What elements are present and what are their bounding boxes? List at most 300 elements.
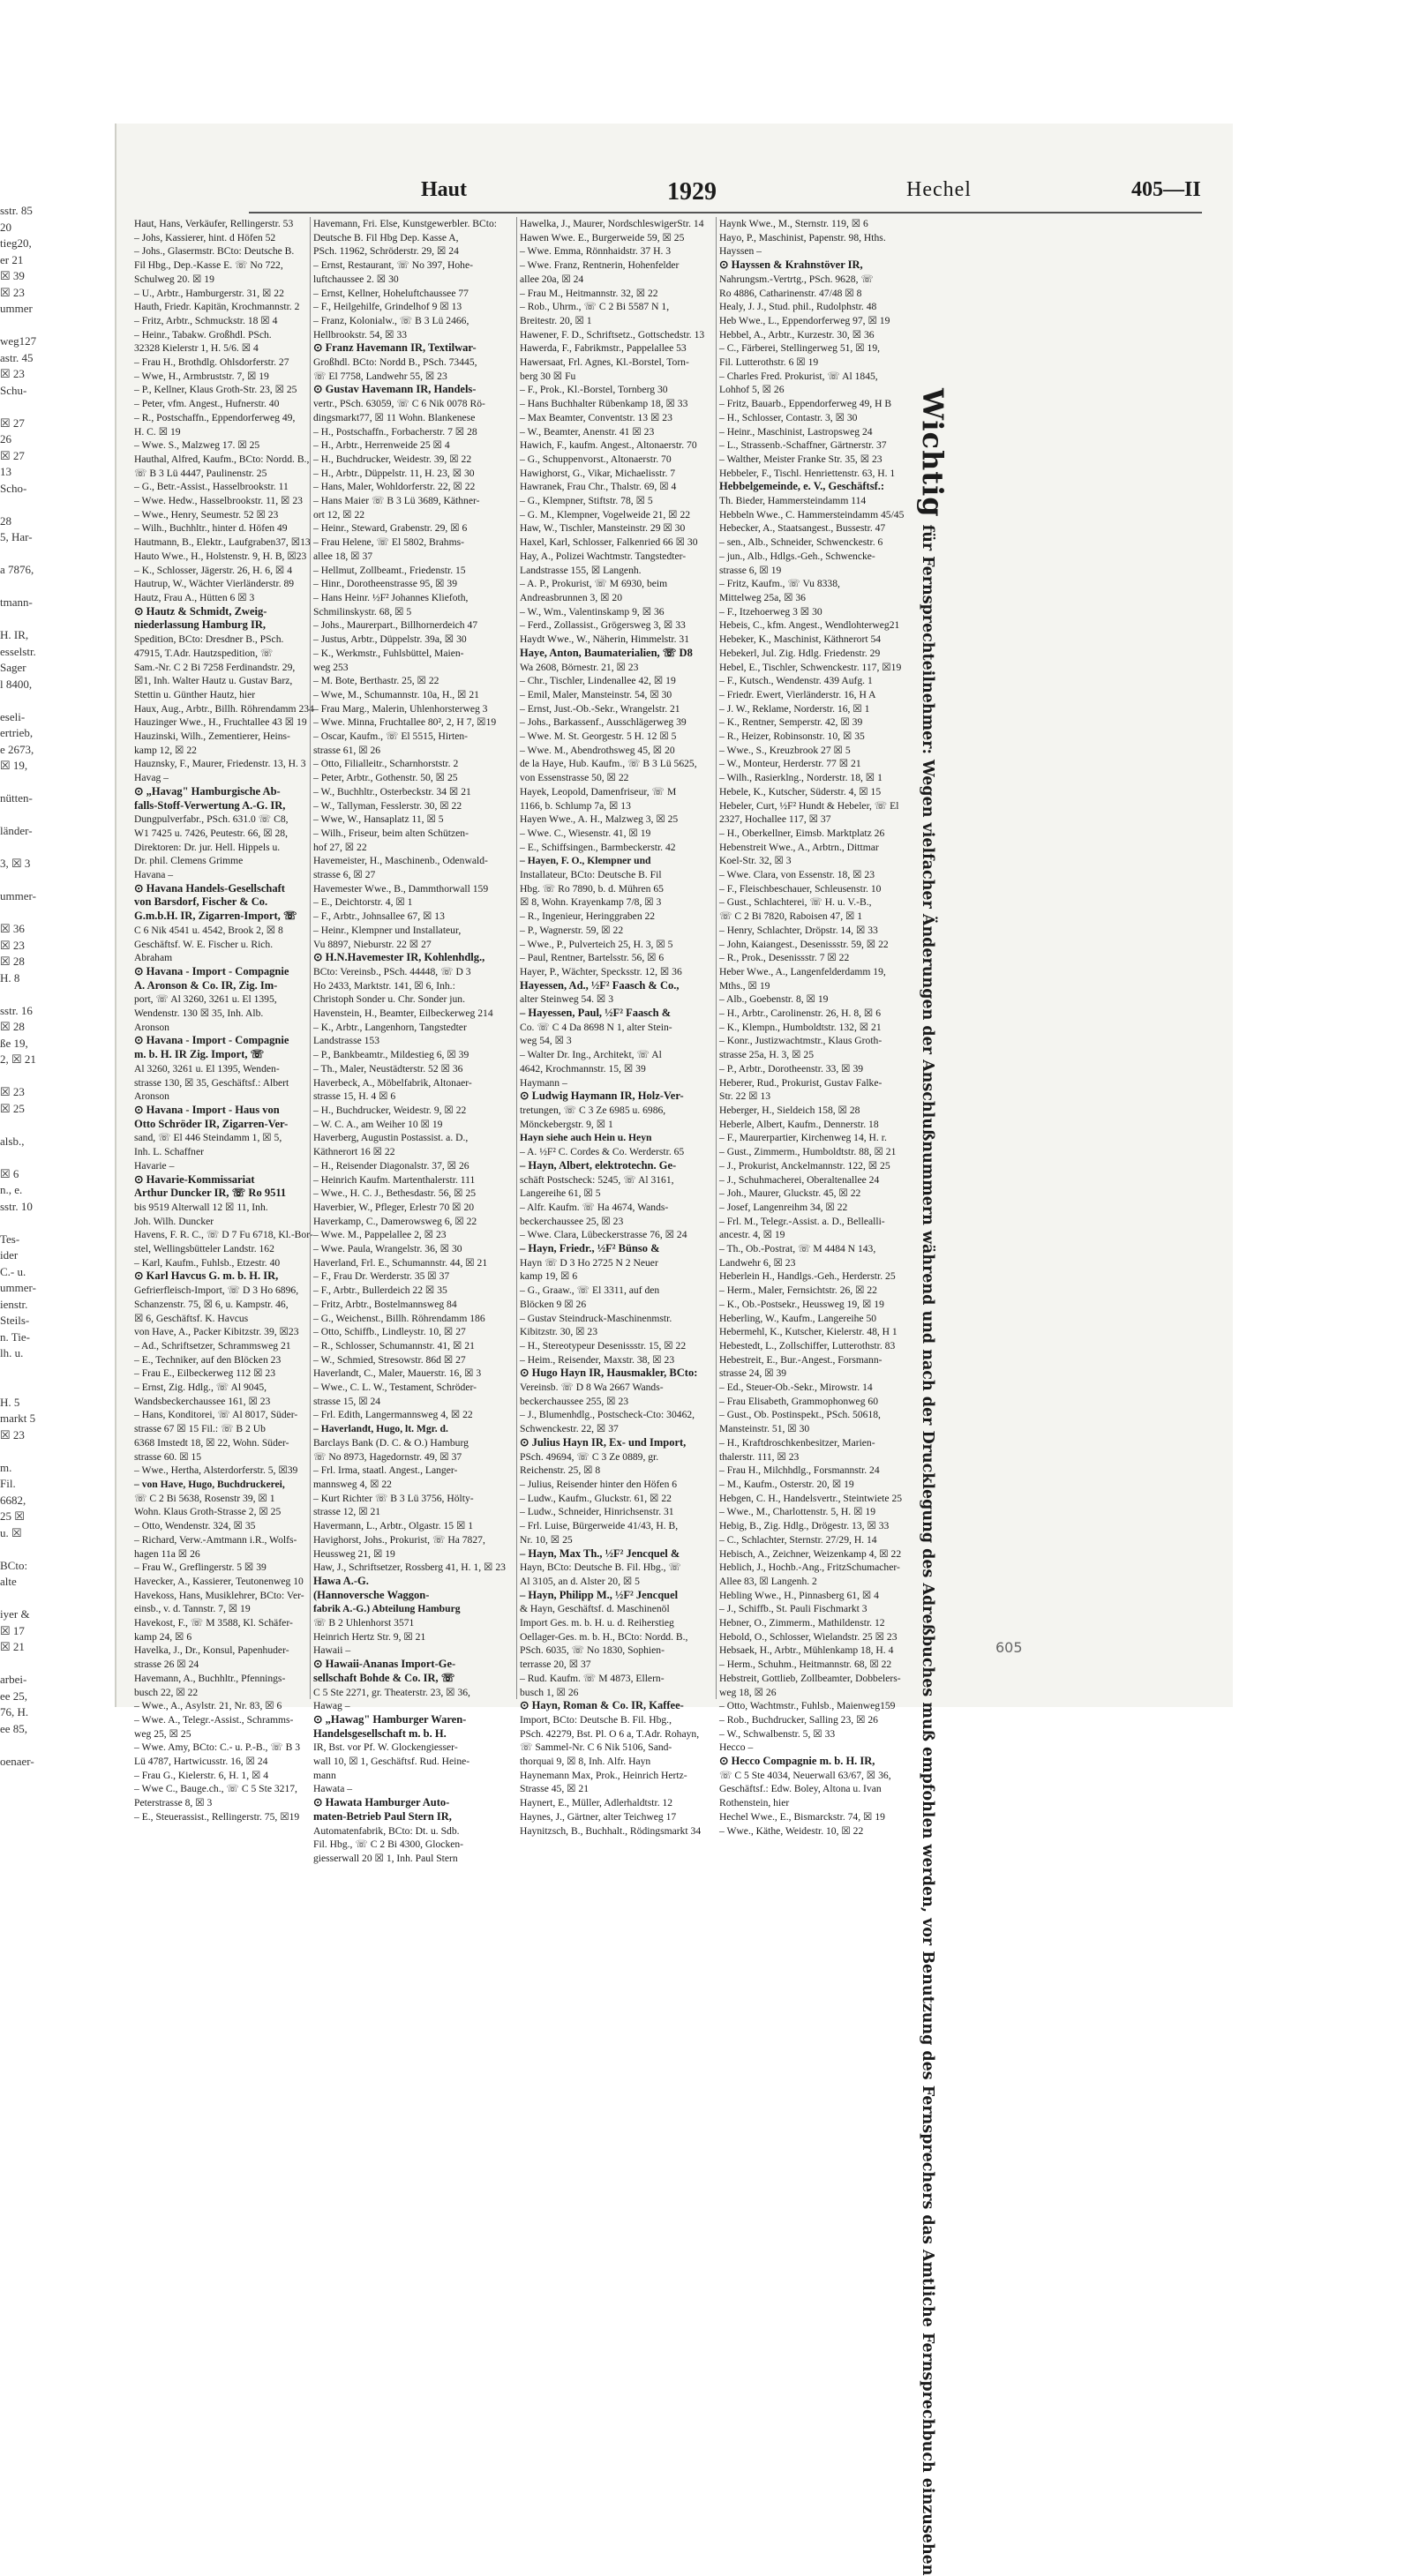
- adjacent-page-fragment: [0, 203, 37, 1768]
- directory-entry: – L., Strassenb.-Schaffner, Gärtnerstr. 37: [719, 439, 887, 452]
- directory-entry: Heblich, J., Hochb.-Ang., FritzSchumacher-: [719, 1561, 900, 1574]
- directory-entry: Spedition, BCto: Dresdner B., PSch.: [134, 633, 284, 646]
- directory-entry: – K., Klempn., Humboldtstr. 132, ☒ 21: [719, 1021, 882, 1033]
- directory-entry: – W., Buchhltr., Osterbeckstr. 34 ☒ 21: [313, 785, 471, 798]
- directory-entry: – F., Heilgehilfe, Grindelhof 9 ☒ 13: [313, 301, 462, 313]
- directory-entry: – Karl, Kaufm., Fuhlsb., Etzestr. 40: [134, 1256, 281, 1269]
- column-divider: [310, 217, 311, 1699]
- directory-entry: Havelka, J., Dr., Konsul, Papenhuder-: [134, 1644, 289, 1657]
- directory-entry: Heb Wwe., L., Eppendorferweg 97, ☒ 19: [719, 314, 890, 326]
- margin-text-line: sstr. 16: [0, 1003, 33, 1017]
- directory-entry: Haydt Wwe., W., Näherin, Himmelstr. 31: [520, 633, 690, 646]
- directory-entry: ☏ C 2 Bi 7820, Raboisen 47, ☒ 1: [719, 910, 863, 923]
- directory-entry: Hayen Wwe., A. H., Malzweg 3, ☒ 25: [520, 813, 679, 826]
- directory-entry: – P., Wagnerstr. 59, ☒ 22: [520, 924, 624, 936]
- directory-entry: – Alfr. Kaufm. ☏ Ha 4674, Wands-: [520, 1201, 669, 1213]
- directory-entry: allee 20a, ☒ 24: [520, 273, 584, 285]
- directory-entry: ⊙ Hawaii-Ananas Import-Ge-: [313, 1658, 456, 1671]
- directory-entry: ⊙ Hayssen & Krahnstöver IR,: [719, 258, 863, 272]
- directory-entry: Installateur, BCto: Deutsche B. Fil: [520, 869, 662, 881]
- directory-entry: – J., Schiffb., St. Pauli Fischmarkt 3: [719, 1603, 867, 1615]
- directory-entry: strasse 15, ☒ 24: [313, 1395, 381, 1407]
- directory-entry: Reichenstr. 25, ☒ 8: [520, 1464, 601, 1477]
- directory-entry: Import, BCto: Deutsche B. Fil. Hbg.,: [520, 1713, 672, 1726]
- directory-entry: Haw, J., Schriftsetzer, Rossberg 41, H. 1, ☒ 23: [313, 1561, 506, 1574]
- directory-entry: kamp 19, ☒ 6: [520, 1270, 578, 1283]
- directory-entry: – H., Arbtr., Düppelstr. 11, H. 23, ☒ 30: [313, 467, 475, 479]
- directory-entry: – Frau E., Eilbeckerweg 112 ☒ 23: [134, 1367, 275, 1380]
- directory-entry: ⊙ Hautz & Schmidt, Zweig-: [134, 604, 267, 618]
- directory-entry: Peterstrasse 8, ☒ 3: [134, 1797, 213, 1809]
- margin-text-line: sstr. 10: [0, 1199, 33, 1213]
- directory-entry: – Johs., Glasermstr. BCto: Deutsche B.: [134, 245, 295, 258]
- directory-entry: Hawich, F., kaufm. Angest., Altonaerstr. 70: [520, 439, 697, 452]
- directory-entry: – Frl. Luise, Bürgerweide 41/43, H. B,: [520, 1520, 679, 1532]
- directory-entry: – Wwe. Paula, Wrangelstr. 36, ☒ 30: [313, 1243, 462, 1255]
- directory-entry: mann: [313, 1769, 336, 1781]
- directory-entry: Hayo, P., Maschinist, Papenstr. 98, Hths.: [719, 231, 886, 243]
- directory-entry: – Joh., Maurer, Gluckstr. 45, ☒ 22: [719, 1187, 861, 1200]
- directory-entry: Havana –: [134, 869, 174, 881]
- directory-entry: – Hayen, F. O., Klempner und: [520, 855, 651, 867]
- directory-entry: A. Aronson & Co. IR, Zig. Im-: [134, 978, 278, 992]
- directory-entry: ⊙ Havana - Import - Compagnie: [134, 964, 289, 977]
- directory-entry: – Wilh., Buchhltr., hinter d. Höfen 49: [134, 522, 288, 535]
- directory-entry: – Ernst, Just.-Ob.-Sekr., Wrangelstr. 21: [520, 702, 680, 715]
- directory-entry: Arthur Duncker IR, ☏ Ro 9511: [134, 1187, 287, 1200]
- directory-entry: Wohn. Klaus Groth-Strasse 2, ☒ 25: [134, 1506, 282, 1518]
- directory-entry: Lü 4787, Hartwicusstr. 16, ☒ 24: [134, 1756, 268, 1768]
- directory-entry: ⊙ Julius Hayn IR, Ex- und Import,: [520, 1435, 687, 1449]
- directory-entry: Barclays Bank (D. C. & O.) Hamburg: [313, 1436, 469, 1449]
- directory-entry: ☏ C 5 Ste 4034, Neuerwall 63/67, ☒ 36,: [719, 1769, 891, 1781]
- directory-entry: m. b. H. IR Zig. Import, ☏: [134, 1048, 265, 1061]
- directory-entry: Havenstein, H., Beamter, Eilbeckerweg 214: [313, 1007, 493, 1020]
- directory-entry: Aronson: [134, 1090, 169, 1103]
- directory-entry: Haverkamp, C., Damerowsweg 6, ☒ 22: [313, 1215, 477, 1227]
- directory-entry: – H., Schlosser, Contastr. 3, ☒ 30: [719, 411, 858, 423]
- directory-entry: Nr. 10, ☒ 25: [520, 1533, 573, 1546]
- directory-entry: beckerchaussee 255, ☒ 23: [520, 1395, 629, 1407]
- directory-entry: 47915, T.Adr. Hautzspedition, ☏: [134, 647, 274, 659]
- column-4: [719, 217, 905, 1837]
- margin-text-line: Tes-: [0, 1232, 20, 1246]
- directory-entry: – Kurt Richter ☏ B 3 Lü 3756, Hölty-: [313, 1492, 474, 1504]
- directory-entry: – Max Beamter, Conventstr. 13 ☒ 23: [520, 411, 672, 423]
- directory-entry: – K., Ob.-Postsekr., Heussweg 19, ☒ 19: [719, 1298, 884, 1310]
- margin-text-line: ienstr.: [0, 1297, 28, 1311]
- directory-entry: Deutsche B. Fil Hbg Dep. Kasse A,: [313, 231, 459, 243]
- directory-entry: strasse 26 ☒ 24: [134, 1659, 199, 1671]
- column-1: [134, 217, 314, 1823]
- directory-entry: Havemann, A., Buchhltr., Pfennings-: [134, 1672, 286, 1684]
- directory-entry: – Herm., Schuhm., Heitmannstr. 68, ☒ 22: [719, 1659, 892, 1671]
- margin-text-line: l 8400,: [0, 677, 33, 691]
- directory-entry: kamp 12, ☒ 22: [134, 744, 197, 756]
- directory-entry: – Frau G., Kielerstr. 6, H. 1, ☒ 4: [134, 1769, 269, 1781]
- directory-entry: – Ferd., Zollassist., Grögersweg 3, ☒ 33: [520, 619, 686, 632]
- directory-entry: Heussweg 21, ☒ 19: [313, 1547, 395, 1560]
- directory-entry: Haut, Hans, Verkäufer, Rellingerstr. 53: [134, 218, 294, 229]
- directory-entry: – H., Kraftdroschkenbesitzer, Marien-: [719, 1436, 875, 1449]
- directory-entry: Hayessen, Ad., ½F² Faasch & Co.,: [520, 978, 680, 992]
- directory-entry: ⊙ „Havag" Hamburgische Ab-: [134, 784, 281, 798]
- directory-entry: allee 18, ☒ 37: [313, 550, 373, 562]
- directory-entry: Gefrierfleisch-Import, ☏ D 3 Ho 6896,: [134, 1284, 299, 1297]
- directory-entry: Hay, A., Polizei Wachtmstr. Tangstedter-: [520, 550, 687, 562]
- margin-text-line: ☒ 23: [0, 1085, 25, 1098]
- directory-entry: – H., Postschaffn., Forbacherstr. 7 ☒ 28: [313, 425, 477, 438]
- directory-entry: – Fritz, Arbtr., Schmuckstr. 18 ☒ 4: [134, 314, 278, 326]
- directory-entry: ☒ 6, Geschäftsf. K. Havcus: [134, 1312, 249, 1324]
- directory-entry: wall 10, ☒ 1, Geschäftsf. Rud. Heine-: [313, 1756, 470, 1768]
- directory-entry: – F., Frau Dr. Werderstr. 35 ☒ 37: [313, 1270, 450, 1283]
- margin-text-line: H. 8: [0, 970, 20, 985]
- directory-entry: Havekost, F., ☏ M 3588, Kl. Schäfer-: [134, 1617, 293, 1629]
- directory-entry: – Wwe., S., Kreuzbrook 27 ☒ 5: [719, 744, 851, 756]
- margin-text-line: tieg20,: [0, 236, 32, 250]
- directory-entry: – Wwe C., Bauge.ch., ☏ C 5 Ste 3217,: [134, 1783, 297, 1795]
- directory-entry: 2327, Hochallee 117, ☒ 37: [719, 813, 831, 826]
- directory-entry: thorquai 9, ☒ 8, Inh. Alfr. Hayn: [520, 1756, 651, 1768]
- margin-text-line: n., e.: [0, 1183, 23, 1196]
- margin-text-line: BCto:: [0, 1558, 28, 1572]
- directory-entry: – Heinr., Maschinist, Lastropsweg 24: [719, 425, 873, 438]
- directory-entry: Hebenstreit Wwe., A., Arbtrn., Dittmar: [719, 841, 879, 853]
- directory-entry: Geschäftsf.: Edw. Boley, Altona u. Ivan: [719, 1783, 882, 1795]
- margin-text-line: H. IR,: [0, 628, 29, 641]
- directory-entry: ☒ 8, Wohn. Krayenkamp 7/8, ☒ 3: [520, 896, 662, 909]
- margin-text-line: ☒ 25: [0, 1101, 25, 1115]
- directory-entry: G.m.b.H. IR, Zigarren-Import, ☏: [134, 910, 297, 923]
- directory-entry: Hebele, K., Kutscher, Süderstr. 4, ☒ 15: [719, 785, 882, 798]
- directory-entry: Haye, Anton, Baumaterialien, ☏ D8: [520, 646, 693, 659]
- directory-entry: Hawerda, F., Fabrikmstr., Pappelallee 53: [520, 342, 687, 355]
- directory-entry: thalerstr. 111, ☒ 23: [719, 1450, 800, 1463]
- directory-entry: Abraham: [134, 952, 173, 964]
- directory-entry: Direktoren: Dr. jur. Hell. Hippels u.: [134, 841, 281, 853]
- directory-entry: Havekoss, Hans, Musiklehrer, BCto: Ver-: [134, 1589, 304, 1601]
- directory-entry: – W., Wm., Valentinskamp 9, ☒ 36: [520, 605, 665, 618]
- directory-entry: Rothenstein, hier: [719, 1797, 790, 1809]
- directory-entry: Großhdl. BCto: Nordd B., PSch. 73445,: [313, 356, 477, 369]
- directory-entry: Hawelka, J., Maurer, NordschleswigerStr. 14: [520, 218, 704, 229]
- directory-page: [115, 124, 1233, 2576]
- directory-entry: – R., Postschaffn., Eppendorferweg 49,: [134, 411, 296, 423]
- column-divider: [716, 217, 717, 1699]
- directory-entry: – Wwe. M., Pappelallee 2, ☒ 23: [313, 1229, 447, 1241]
- directory-entry: – Haverlandt, Hugo, lt. Mgr. d.: [313, 1423, 448, 1435]
- directory-entry: Havarie –: [134, 1159, 175, 1172]
- margin-text-line: [0, 1362, 25, 1379]
- directory-entry: Mönckebergstr. 9, ☒ 1: [520, 1118, 613, 1130]
- directory-entry: – Wwe. S., Malzweg 17. ☒ 25: [134, 439, 260, 452]
- directory-entry: ort 12, ☒ 22: [313, 508, 365, 520]
- margin-text-line: ☒ 21: [0, 1640, 25, 1653]
- directory-entry: Sam.-Nr. C 2 Bi 7258 Ferdinandstr. 29,: [134, 661, 296, 673]
- directory-entry: – G., Betr.-Assist., Hasselbrookstr. 11: [134, 481, 289, 493]
- directory-entry: Hawen Wwe. E., Burgerweide 59, ☒ 25: [520, 231, 685, 243]
- margin-text-line: ee 25,: [0, 1689, 28, 1703]
- margin-text-line: weg127: [0, 334, 37, 348]
- directory-entry: Hebbeln Wwe., C. Hammersteindamm 45/45: [719, 508, 905, 520]
- directory-entry: Schanzenstr. 75, ☒ 6, u. Kampstr. 46,: [134, 1298, 289, 1310]
- directory-entry: – Julius, Reisender hinter den Höfen 6: [520, 1478, 678, 1490]
- directory-entry: – Gust., Ob. Postinspekt., PSch. 50618,: [719, 1409, 881, 1421]
- directory-entry: Haux, Aug., Arbtr., Billh. Röhrendamm 234: [134, 702, 314, 715]
- directory-entry: – Hayn, Philipp M., ½F² Jencquel: [520, 1588, 679, 1601]
- directory-entry: – C., Schlachter, Sternstr. 27/29, H. 14: [719, 1533, 877, 1546]
- directory-entry: ☏ B 3 Lü 4447, Paulinenstr. 25: [134, 467, 267, 479]
- directory-entry: Mansteinstr. 51, ☒ 30: [719, 1423, 810, 1435]
- directory-entry: – Frl. Irma, staatl. Angest., Langer-: [313, 1464, 458, 1477]
- margin-text-line: 25 ☒: [0, 1509, 25, 1523]
- directory-entry: – Alb., Goebenstr. 8, ☒ 19: [719, 993, 829, 1006]
- directory-entry: – J., Schuhmacherei, Oberaltenallee 24: [719, 1173, 880, 1186]
- directory-entry: Haynert, E., Müller, Adlerhaldtstr. 12: [520, 1797, 673, 1809]
- directory-entry: Haverland, Frl. E., Schumannstr. 44, ☒ 21: [313, 1256, 488, 1269]
- directory-entry: Str. 22 ☒ 13: [719, 1090, 771, 1103]
- directory-entry: H. C. ☒ 19: [134, 425, 181, 438]
- directory-entry: Hayn siehe auch Hein u. Heyn: [520, 1132, 652, 1144]
- margin-text-line: [0, 1149, 25, 1166]
- directory-entry: ☒1, Inh. Walter Hautz u. Gustav Barz,: [134, 675, 293, 687]
- directory-entry: 6368 Imstedt 18, ☒ 22, Wohn. Süder-: [134, 1436, 289, 1449]
- directory-entry: – Wwe. C., Wiesenstr. 41, ☒ 19: [520, 827, 651, 839]
- directory-entry: – Wwe. Clara, von Essenstr. 18, ☒ 23: [719, 869, 875, 881]
- directory-entry: – K., Werkmstr., Fuhlsbüttel, Maien-: [313, 647, 464, 659]
- margin-text-line: er 21: [0, 252, 24, 266]
- directory-entry: ⊙ Hugo Hayn IR, Hausmakler, BCto:: [520, 1367, 698, 1380]
- directory-entry: ⊙ Havarie-Kommissariat: [134, 1172, 255, 1186]
- directory-entry: ⊙ Hayn, Roman & Co. IR, Kaffee-: [520, 1699, 684, 1712]
- directory-entry: Hautrup, W., Wächter Vierländerstr. 89: [134, 578, 295, 590]
- directory-entry: berg 30 ☒ Fu: [520, 370, 576, 382]
- directory-entry: strasse 6, ☒ 19: [719, 564, 782, 576]
- directory-entry: – Wwe., M., Charlottenstr. 5, H. ☒ 19: [719, 1506, 875, 1518]
- directory-entry: Aronson: [134, 1021, 169, 1033]
- directory-entry: Havecker, A., Kassierer, Teutonenweg 10: [134, 1575, 304, 1587]
- margin-text-line: 76, H.: [0, 1705, 29, 1719]
- directory-entry: fabrik A.-G.) Abteilung Hamburg: [313, 1603, 461, 1615]
- directory-entry: Hauzinger Wwe., H., Fruchtallee 43 ☒ 19: [134, 716, 307, 729]
- directory-entry: Hayer, P., Wächter, Specksstr. 12, ☒ 36: [520, 965, 682, 977]
- directory-entry: – Johs., Barkassenf., Ausschlägerweg 39: [520, 716, 687, 729]
- directory-entry: 1166, b. Schlump 7a, ☒ 13: [520, 799, 631, 812]
- directory-entry: – Rud. Kaufm. ☏ M 4873, Ellern-: [520, 1672, 665, 1684]
- directory-entry: Haverberg, Augustin Postassist. a. D.,: [313, 1132, 469, 1144]
- directory-entry: – K., Schlosser, Jägerstr. 26, H. 6, ☒ 4: [134, 564, 292, 576]
- directory-entry: Fil. Lutterothstr. 6 ☒ 19: [719, 356, 819, 369]
- directory-entry: – J., Blumenhdlg., Postscheck-Cto: 30462,: [520, 1409, 695, 1421]
- directory-entry: – Ed., Steuer-Ob.-Sekr., Mirowstr. 14: [719, 1382, 873, 1394]
- directory-entry: – Otto, Schiffb., Lindleystr. 10, ☒ 27: [313, 1326, 466, 1338]
- directory-entry: Hebeker, K., Maschinist, Käthnerort 54: [719, 633, 882, 646]
- margin-text-line: m.: [0, 1460, 12, 1474]
- directory-entry: – Wwe. Franz, Rentnerin, Hohenfelder: [520, 259, 680, 272]
- margin-text-line: H. 5: [0, 1395, 20, 1409]
- directory-entry: 32328 Kielerstr 1, H. 5/6. ☒ 4: [134, 342, 259, 355]
- directory-entry: Vereinsb. ☏ D 8 Wa 2667 Wands-: [520, 1382, 664, 1394]
- margin-text-line: ße 19,: [0, 1036, 28, 1050]
- directory-entry: Inh. L. Schaffner: [134, 1146, 204, 1158]
- directory-entry: – Frau H., Milchhdlg., Forsmannstr. 24: [719, 1464, 880, 1477]
- directory-entry: – M., Kaufm., Osterstr. 20, ☒ 19: [719, 1478, 854, 1490]
- directory-entry: weg 253: [313, 661, 349, 673]
- directory-entry: Landstrasse 155, ☒ Langenh.: [520, 564, 642, 576]
- margin-text-line: esselstr.: [0, 644, 36, 658]
- directory-entry: beckerchaussee 25, ☒ 23: [520, 1215, 624, 1227]
- directory-entry: Hebel, E., Tischler, Schwenckestr. 117, ☒19: [719, 661, 902, 673]
- directory-entry: Heberling, W., Kaufm., Langereihe 50: [719, 1312, 877, 1324]
- directory-entry: Geschäftsf. W. E. Fischer u. Rich.: [134, 938, 274, 950]
- directory-entry: – Walther, Meister Franke Str. 35, ☒ 23: [719, 453, 882, 465]
- directory-entry: – Otto, Filialleitr., Scharnhorststr. 2: [313, 758, 459, 770]
- directory-entry: Landstrasse 153: [313, 1035, 380, 1047]
- directory-entry: – Wwe., Hertha, Alsterdorferstr. 5, ☒39: [134, 1464, 298, 1477]
- margin-text-line: [0, 1591, 25, 1607]
- directory-entry: strasse 25a, H. 3, ☒ 25: [719, 1049, 814, 1061]
- directory-entry: Th. Bieder, Hammersteindamm 114: [719, 495, 867, 507]
- directory-entry: – E., Steuerassist., Rellingerstr. 75, ☒19: [134, 1810, 300, 1823]
- directory-entry: PSch. 42279, Bst. Pl. O 6 a, T.Adr. Rohayn,: [520, 1727, 700, 1740]
- directory-entry: busch 22, ☒ 22: [134, 1686, 199, 1698]
- directory-entry: Hawaii –: [313, 1644, 351, 1657]
- directory-entry: busch 1, ☒ 26: [520, 1686, 579, 1698]
- directory-entry: ⊙ Havana - Import - Compagnie: [134, 1034, 289, 1047]
- directory-entry: – R., Prok., Desenissstr. 7 ☒ 22: [719, 952, 850, 964]
- directory-entry: Hayn ☏ D 3 Ho 2725 N 2 Neuer: [520, 1256, 658, 1269]
- directory-entry: Ho 2433, Marktstr. 141, ☒ 6, Inh.:: [313, 979, 455, 992]
- directory-entry: niederlassung Hamburg IR,: [134, 618, 266, 632]
- directory-entry: Hbg. ☏ Ro 7890, b. d. Mühren 65: [520, 882, 664, 895]
- margin-text-line: [0, 1378, 25, 1395]
- directory-entry: – G. M., Klempner, Vogelweide 21, ☒ 22: [520, 508, 691, 520]
- directory-entry: Hauzinski, Wilh., Zementierer, Heins-: [134, 730, 290, 743]
- directory-entry: C 6 Nik 4541 u. 4542, Brook 2, ☒ 8: [134, 924, 283, 936]
- margin-text-line: oenaer-: [0, 1754, 34, 1768]
- directory-entry: – Hayessen, Paul, ½F² Faasch &: [520, 1007, 672, 1020]
- directory-entry: – E., Deichtorstr. 4, ☒ 1: [313, 896, 413, 909]
- directory-entry: – F., Itzehoerweg 3 ☒ 30: [719, 605, 822, 618]
- directory-entry: – Otto, Wendenstr. 324, ☒ 35: [134, 1520, 256, 1532]
- header-right-keyword: Hechel: [906, 178, 972, 201]
- margin-text-line: 2, ☒ 21: [0, 1052, 36, 1066]
- directory-entry: Hebbel, A., Arbtr., Kurzestr. 30, ☒ 36: [719, 328, 875, 341]
- directory-entry: – Wwe., Henry, Seumestr. 52 ☒ 23: [134, 508, 279, 520]
- directory-entry: – Wwe, M., Schumannstr. 10a, H., ☒ 21: [313, 688, 479, 700]
- directory-entry: – von Have, Hugo, Buchdruckerei,: [134, 1478, 285, 1490]
- directory-entry: – Frau H., Brothdlg. Ohlsdorferstr. 27: [134, 356, 289, 369]
- directory-entry: – Chr., Tischler, Lindenallee 42, ☒ 19: [520, 675, 676, 687]
- directory-entry: Allee 83, ☒ Langenh. 2: [719, 1575, 817, 1587]
- directory-entry: – Wwe., C. L. W., Testament, Schröder-: [313, 1382, 477, 1394]
- margin-text-line: [0, 1117, 25, 1134]
- directory-entry: – Th., Maler, Neustädterstr. 52 ☒ 36: [313, 1062, 463, 1075]
- directory-entry: Hebestreit, E., Bur.-Angest., Forsmann-: [719, 1353, 882, 1366]
- margin-text-line: ☒ 27: [0, 416, 25, 430]
- directory-entry: ⊙ Karl Havcus G. m. b. H. IR,: [134, 1269, 279, 1283]
- directory-entry: Healy, J. J., Stud. phil., Rudolphstr. 48: [719, 301, 877, 313]
- directory-entry: Hawener, F. D., Schriftsetz., Gottschedstr. 13: [520, 328, 705, 341]
- directory-entry: – M. Bote, Berthastr. 25, ☒ 22: [313, 675, 439, 687]
- directory-entry: Stettin u. Günther Hautz, hier: [134, 688, 256, 700]
- directory-entry: – jun., Alb., Hdlgs.-Geh., Schwencke-: [719, 550, 875, 562]
- margin-text-line: ☒ 19,: [0, 759, 28, 772]
- directory-entry: – Oscar, Kaufm., ☏ El 5515, Hirten-: [313, 730, 469, 743]
- directory-entry: – Frau M., Heitmannstr. 32, ☒ 22: [520, 287, 658, 299]
- directory-entry: – Frl. Edith, Langermannsweg 4, ☒ 22: [313, 1409, 473, 1421]
- directory-entry: – Wwe. Amy, BCto: C.- u. P.-B., ☏ B 3: [134, 1741, 301, 1754]
- directory-entry: Hawighorst, G., Vikar, Michaelisstr. 7: [520, 467, 676, 479]
- margin-text-line: [0, 318, 25, 334]
- directory-entry: Hayn, BCto: Deutsche B. Fil. Hbg., ☏: [520, 1561, 681, 1574]
- directory-entry: – Johs., Maurerpart., Billhornerdeich 47: [313, 619, 478, 632]
- directory-entry: Heberlein H., Handlgs.-Geh., Herderstr. 25: [719, 1270, 896, 1283]
- directory-entry: – Wilh., Rasierklng., Norderstr. 18, ☒ 1: [719, 772, 882, 784]
- directory-entry: Haxel, Karl, Schlosser, Falkenried 66 ☒ 30: [520, 536, 698, 549]
- directory-entry: – Gust., Zimmerm., Humboldtstr. 88, ☒ 21: [719, 1146, 897, 1158]
- directory-entry: Fil. Hbg., ☏ C 2 Bi 4300, Glocken-: [313, 1838, 464, 1851]
- directory-entry: Wandsbeckerchaussee 161, ☒ 23: [134, 1395, 271, 1407]
- directory-entry: giesserwall 20 ☒ 1, Inh. Paul Stern: [313, 1852, 458, 1864]
- column-2: [313, 217, 514, 1864]
- header-left-keyword: Haut: [421, 178, 468, 201]
- directory-entry: – Wwe. Emma, Rönnhaidstr. 37 H. 3: [520, 245, 672, 258]
- directory-entry: Schwenckestr. 22, ☒ 37: [520, 1423, 619, 1435]
- directory-entry: – R., Ingenieur, Heringgraben 22: [520, 910, 656, 923]
- directory-entry: Hawata –: [313, 1783, 353, 1795]
- margin-text-line: [0, 399, 25, 416]
- directory-entry: Hellbrookstr. 54, ☒ 33: [313, 328, 408, 341]
- directory-entry: mannsweg 4, ☒ 22: [313, 1478, 392, 1490]
- directory-entry: bis 9519 Alterwall 12 ☒ 11, Inh.: [134, 1201, 268, 1213]
- directory-entry: – Hinr., Dorotheenstrasse 95, ☒ 39: [313, 578, 458, 590]
- directory-entry: ancestr. 4, ☒ 19: [719, 1229, 785, 1241]
- directory-entry: strasse 15, H. 4 ☒ 6: [313, 1090, 396, 1103]
- directory-entry: Hebermehl, K., Kutscher, Kielerstr. 48, H 1: [719, 1326, 898, 1338]
- directory-entry: – E., Schiffsingen., Barmbeckerstr. 42: [520, 841, 676, 853]
- directory-entry: – Frau W., Greflingerstr. 5 ☒ 39: [134, 1561, 267, 1574]
- directory-entry: – H., Arbtr., Carolinenstr. 26, H. 8, ☒ 6: [719, 1007, 882, 1020]
- column-divider: [516, 217, 517, 1699]
- margin-text-line: ummer: [0, 302, 33, 315]
- directory-entry: vertr., PSch. 63059, ☏ C 6 Nik 0078 Rö-: [313, 398, 485, 410]
- directory-entry: – Franz, Kolonialw., ☏ B 3 Lü 2466,: [313, 314, 469, 326]
- margin-text-line: ☒ 36: [0, 922, 25, 935]
- margin-text-line: astr. 45: [0, 350, 34, 364]
- directory-entry: – Heinr., Tabakw. Großhdl. PSch.: [134, 328, 272, 341]
- margin-text-line: Schu-: [0, 383, 27, 397]
- directory-entry: – Fritz, Bauarb., Eppendorferweg 49, H B: [719, 398, 892, 410]
- directory-entry: tretungen, ☏ C 3 Ze 6985 u. 6986,: [520, 1105, 666, 1116]
- directory-entry: – G., Graaw., ☏ El 3311, auf den: [520, 1284, 660, 1297]
- directory-entry: Haymann –: [520, 1076, 567, 1089]
- directory-entry: – Th., Ob.-Postrat, ☏ M 4484 N 143,: [719, 1243, 876, 1255]
- directory-entry: Haverbier, W., Pfleger, Erlestr 70 ☒ 20: [313, 1201, 475, 1213]
- directory-entry: – Hans Buchhalter Rübenkamp 18, ☒ 33: [520, 398, 688, 410]
- margin-text-line: iyer &: [0, 1607, 30, 1621]
- margin-text-line: markt 5: [0, 1412, 36, 1425]
- directory-entry: von Have, A., Packer Kibitzstr. 39, ☒23: [134, 1326, 299, 1338]
- directory-entry: Hebgen, C. H., Handelsvertr., Steintwiete 25: [719, 1492, 903, 1504]
- margin-text-line: [0, 807, 25, 824]
- directory-entry: – W., Schmied, Stresowstr. 86d ☒ 27: [313, 1353, 466, 1366]
- directory-entry: strasse 67 ☒ 15 Fil.: ☏ B 2 Ub: [134, 1423, 266, 1435]
- directory-entry: ☏ No 8973, Hagedornstr. 49, ☒ 37: [313, 1450, 462, 1463]
- directory-entry: – Hans Maier ☏ B 3 Lü 3689, Käthner-: [313, 495, 480, 507]
- directory-entry: Andreasbrunnen 3, ☒ 20: [520, 591, 622, 603]
